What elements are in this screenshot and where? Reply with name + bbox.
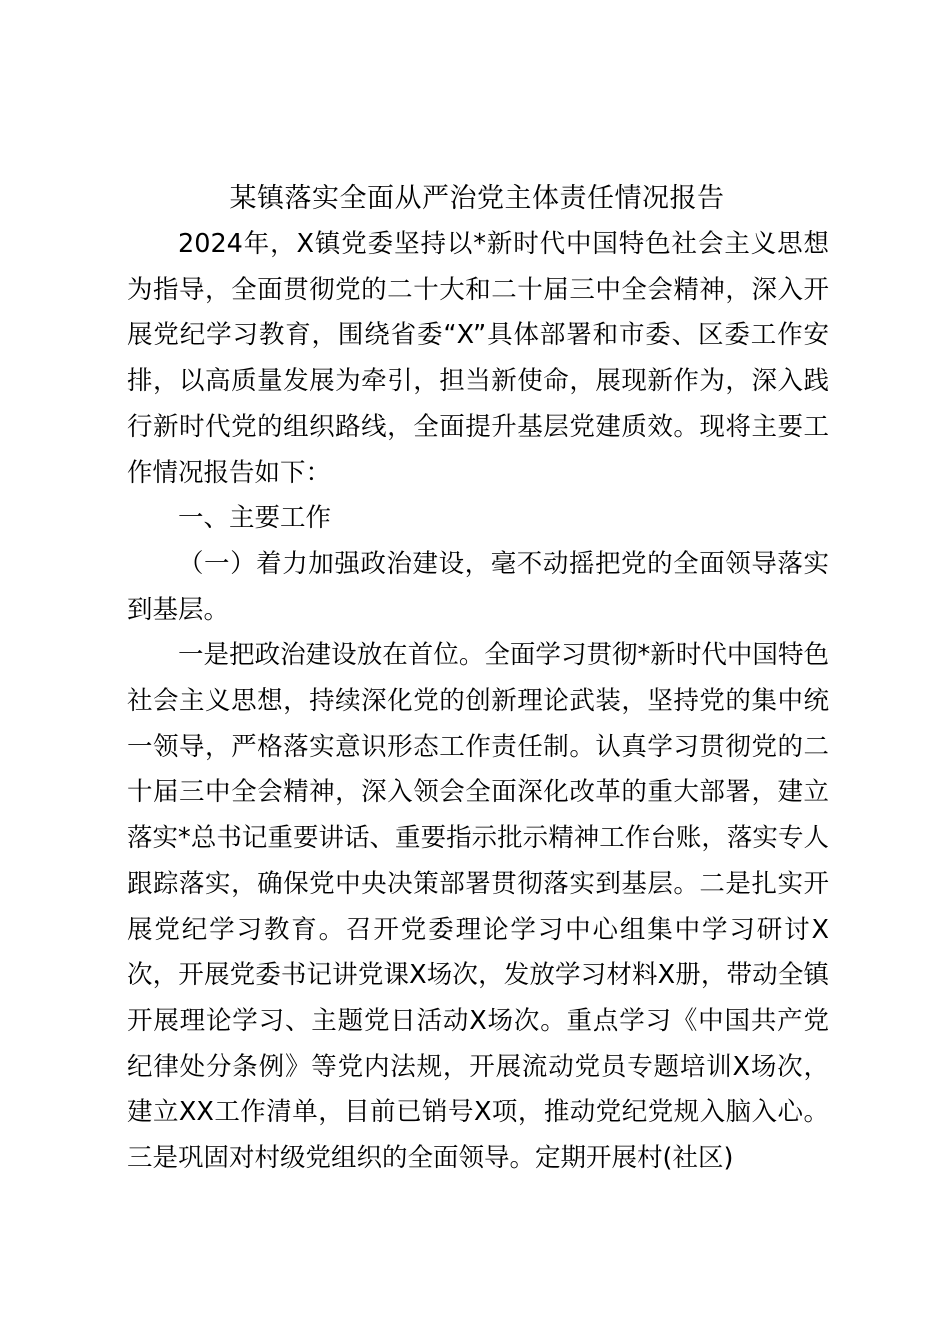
document-body	[127, 222, 829, 1182]
paragraph-political-building-details: 一是把政治建设放在首位。全面学习贯彻*新时代中国特色社会主义思想，持续深化党的创新理论武装，坚持党的集中统一领导，严格落实意识形态工作责任制。认真学习贯彻党的二十届三中全会精神，深入领会全面深化改革的重大部署，建立落实*总书记重要讲话、重要指示批示精神工作台账，落实专人跟踪落实，确保党中央决策部署贯彻落实到基层。二是扎实开展党纪学习教育。召开党委理论学习中心组集中学习研讨X次，开展党委书记讲党课X场次，发放学习材料X册，带动全镇开展理论学习、主题党日活动X场次。重点学习《中国共产党纪律处分条例》等党内法规，开展流动党员专题培训X场次，建立XX工作清单，目前已销号X项，推动党纪党规入脑入心。三是巩固对村级党组织的全面领导。定期开展村(社区)	[127, 640, 829, 1174]
section-heading-main-work: 一、主要工作	[178, 503, 332, 534]
subsection-heading-political-building: （一）着力加强政治建设，毫不动摇把党的全面领导落实到基层。	[127, 548, 829, 625]
document-title: 某镇落实全面从严治党主体责任情况报告	[229, 183, 725, 214]
paragraph-intro: 2024年，X镇党委坚持以*新时代中国特色社会主义思想为指导，全面贯彻党的二十大和二十届三中全会精神，深入开展党纪学习教育，围绕省委“X”具体部署和市委、区委工作安排，以高质量发展为牵引，担当新使命，展现新作为，深入践行新时代党的组织路线，全面提升基层党建质效。现将主要工作情况报告如下：	[127, 229, 829, 488]
